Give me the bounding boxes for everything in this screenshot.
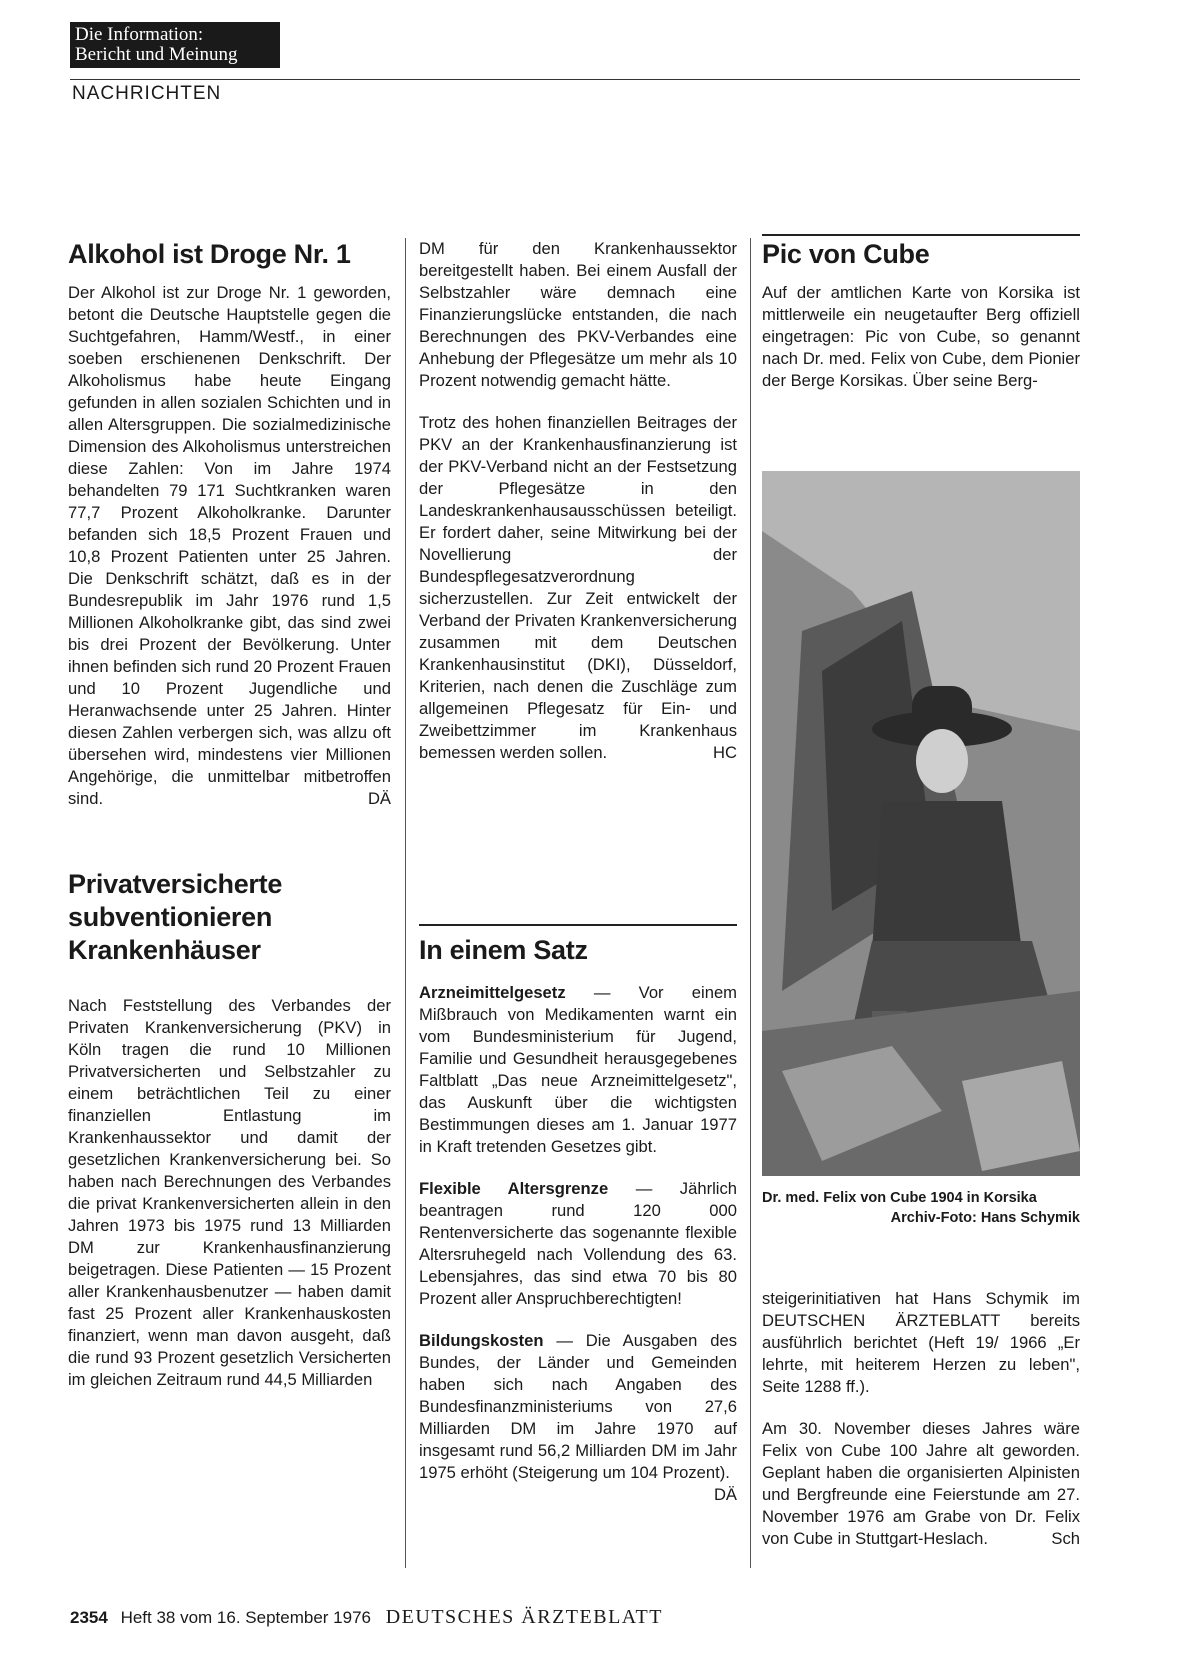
column-2 bbox=[419, 238, 737, 784]
cube-body-part3-text: Am 30. November dieses Jahres wäre Felix von Cube 100 Jahre alt geworden. Geplant haben die organisierten Alpinisten und Bergfreunde eine Feierstunde am 27. November 1976 am Grabe von Dr. Felix von Cube in Stuttgart-Heslach. bbox=[762, 1419, 1080, 1548]
top-rule bbox=[70, 79, 1080, 80]
cube-rule bbox=[762, 234, 1080, 236]
pkv-body-part1: Nach Feststellung des Verbandes der Privaten Krankenversicherung (PKV) in Köln tragen die rund 10 Millionen Privatversicherten und Selbstzahler zu einem beträchtlichen Teil zu einer finanziellen Entlastung im Krankenhaussektor und damit der gesetzlichen Krankenversicherung bei. So haben nach Berechnungen des Verbandes die privat Krankenversicherten allein in den Jahren 1973 bis 1975 rund 13 Milliarden DM zur Krankenhausfinanzierung beigetragen. Diese Patienten — 15 Prozent aller Krankenhausbenutzer — haben damit fast 25 Prozent aller Krankenhauskosten finanziert, wenn man davon ausgeht, daß die rund 93 Prozent gesetzlich Versicherten im gleichen Zeitraum rund 44,5 Milliarden bbox=[68, 996, 391, 1389]
section-label: NACHRICHTEN bbox=[72, 83, 222, 104]
photo-caption-credit: Archiv-Foto: Hans Schymik bbox=[890, 1210, 1080, 1226]
satz-item-3-text: — Die Ausgaben des Bundes, der Länder und Gemeinden haben sich nach Angaben des Bundesfinanzministeriums von 27,6 Milliarden DM im Jahre 1970 auf insgesamt rund 56,2 Milliarden DM im Jahr 1975 erhöht (Steigerung um 104 Prozent). bbox=[419, 1331, 737, 1482]
satz-item-1-text: — Vor einem Mißbrauch von Medikamenten warnt ein vom Bundesministerium für Jugend, Familie und Gesundheit herausgegebenes Faltblatt „Das neue Arzneimittelgesetz", das Auskunft über die wichtigsten Bestimmungen dieses am 1. Januar 1977 in Kraft tretenden Gesetzes gibt. bbox=[419, 983, 737, 1156]
cube-body-part2: steigerinitiativen hat Hans Schymik im DEUTSCHEN ÄRZTEBLATT bereits ausführlich berichtet (Heft 19/ 1966 „Er lehrte, mit heiterem Herzen zu leben", Seite 1288 ff.). bbox=[762, 1289, 1080, 1396]
cube-body-part1: Auf der amtlichen Karte von Korsika ist mittlerweile ein neugetaufter Berg offiziell eingetragen: Pic von Cube, so genannt nach Dr. med. Felix von Cube, dem Pionier der Berge Korsikas. Über seine Berg- bbox=[762, 283, 1080, 390]
column-2-satz bbox=[419, 934, 737, 1506]
masthead bbox=[70, 22, 280, 68]
satz-item-1-lead: Arzneimittelgesetz bbox=[419, 983, 566, 1002]
portrait-photo bbox=[762, 471, 1080, 1176]
page-number: 2354 bbox=[70, 1608, 108, 1627]
satz-item-2-lead: Flexible Altersgrenze bbox=[419, 1179, 609, 1198]
alkohol-body bbox=[68, 282, 391, 810]
satz-item-1 bbox=[419, 982, 737, 1158]
column-divider bbox=[405, 238, 406, 1568]
satz-item-3-lead: Bildungskosten bbox=[419, 1331, 544, 1350]
satz-signature: DÄ bbox=[713, 1485, 737, 1504]
cube-body-part3 bbox=[762, 1418, 1080, 1550]
issue-info: Heft 38 vom 16. September 1976 bbox=[120, 1608, 371, 1627]
photo-caption-text: Dr. med. Felix von Cube 1904 in Korsika bbox=[762, 1190, 1037, 1206]
satz-item-2 bbox=[419, 1178, 737, 1310]
column-divider bbox=[750, 238, 751, 1568]
column-3-lower bbox=[762, 1288, 1080, 1570]
satz-title: In einem Satz bbox=[419, 935, 588, 965]
pkv-signature: HC bbox=[713, 743, 737, 762]
masthead-line1: Die Information: bbox=[75, 24, 204, 45]
pkv-title-line3: Krankenhäuser bbox=[68, 935, 261, 965]
pkv-body-part3-text: Trotz des hohen finanziellen Beitrages der PKV an der Krankenhausfinanzierung ist der PKV-Verband nicht an der Festsetzung der Pflegesätze in den Landeskrankenhausausschüssen beteiligt. Er fordert daher, seine Mitwirkung bei der Novellierung der Bundespflegesatzverordnung sicherzustellen. Zur Zeit entwickelt der Verband der Privaten Krankenversicherung zusammen mit dem Deutschen Krankenhausinstitut (DKI), Düsseldorf, Kriterien, nach denen die Zuschläge zum allgemeinen Pflegesatz für Ein- und Zweibettzimmer im Krankenhaus bemessen werden sollen. bbox=[419, 413, 737, 762]
column-1 bbox=[68, 238, 391, 1411]
pkv-title bbox=[68, 868, 391, 967]
journal-name: DEUTSCHES ÄRZTEBLATT bbox=[385, 1606, 663, 1628]
cube-title: Pic von Cube bbox=[762, 239, 930, 269]
alkohol-title: Alkohol ist Droge Nr. 1 bbox=[68, 239, 351, 269]
portrait-photo-graphic bbox=[762, 471, 1080, 1176]
pkv-body-part2: DM für den Krankenhaussektor bereitgestellt haben. Bei einem Ausfall der Selbstzahler wäre demnach eine Finanzierungslücke entstanden, die nach Berechnungen des PKV-Verbandes eine Anhebung der Pflegesätze um mehr als 10 Prozent notwendig gemacht hätte. bbox=[419, 239, 737, 390]
satz-rule bbox=[419, 924, 737, 926]
pkv-title-line2: subventionieren bbox=[68, 902, 273, 932]
masthead-line2: Bericht und Meinung bbox=[75, 44, 238, 65]
alkohol-signature: DÄ bbox=[367, 789, 391, 808]
pkv-title-line1: Privatversicherte bbox=[68, 869, 283, 899]
column-3 bbox=[762, 238, 1080, 412]
footer bbox=[70, 1606, 663, 1629]
alkohol-body-text: Der Alkohol ist zur Droge Nr. 1 geworden, betont die Deutsche Hauptstelle gegen die Suchtgefahren, Hamm/Westf., in einer soeben erschienenen Denkschrift. Der Alkoholismus habe heute Eingang gefunden in allen sozialen Schichten und in allen Altersgruppen. Die sozialmedizinische Dimension des Alkoholismus unterstreichen diese Zahlen: Von im Jahre 1974 behandelten 79 171 Suchtkranken waren 77,7 Prozent Alkoholkranke. Darunter befanden sich 18,5 Prozent Frauen und 10,8 Prozent Patienten unter 25 Jahren. Die Denkschrift schätzt, daß es in der Bundesrepublik im Jahr 1976 rund 1,5 Millionen Alkoholkranke gibt, das sind zwei bis drei Prozent der Bevölkerung. Unter ihnen befinden sich rund 20 Prozent Frauen und 10 Prozent Jugendliche und Heranwachsende unter 25 Jahren. Hinter diesen Zahlen verbergen sich, was allzu oft übersehen wird, mindestens vier Millionen Angehörige, die unmittelbar mitbetroffen sind. bbox=[68, 283, 391, 808]
satz-item-3 bbox=[419, 1330, 737, 1504]
satz-item-2-text: — Jährlich beantragen rund 120 000 Rentenversicherte das sogenannte flexible Altersruhegeld nach Vollendung des 63. Lebensjahres, das sind etwa 70 bis 80 Prozent aller Anspruchberechtigten! bbox=[419, 1179, 737, 1308]
photo-caption bbox=[762, 1188, 1080, 1228]
cube-signature: Sch bbox=[1051, 1529, 1080, 1548]
pkv-body-part3 bbox=[419, 412, 737, 764]
